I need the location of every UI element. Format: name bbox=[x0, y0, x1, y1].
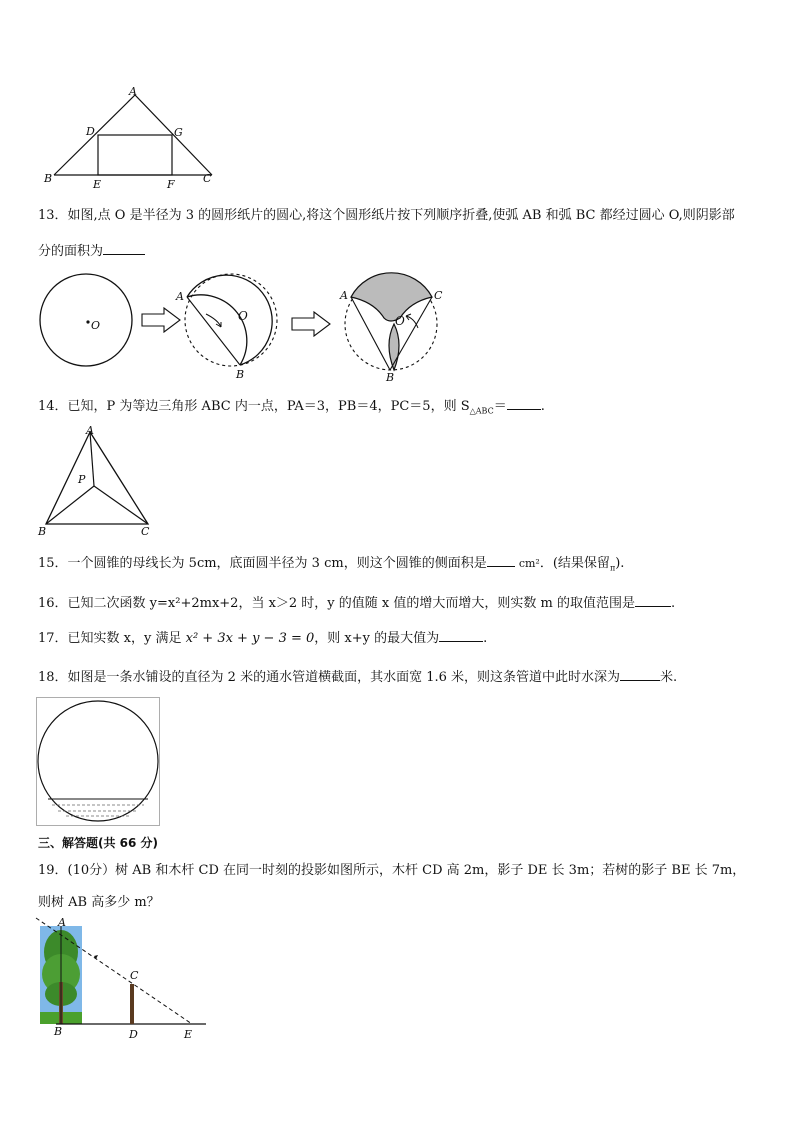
triangle-rectangle-figure bbox=[38, 85, 228, 190]
label-B: B bbox=[44, 172, 53, 185]
label-O-2: O bbox=[238, 309, 248, 323]
question-19-line2: 则树 AB 高多少 m？ bbox=[38, 895, 160, 910]
question-13-line2: 分的面积为 bbox=[38, 241, 145, 261]
question-15: 15．一个圆锥的母线长为 5cm，底面圆半径为 3 cm，则这个圆锥的侧面积是 cm²．(结果保留$_\pi$). bbox=[38, 553, 624, 578]
label-C: C bbox=[130, 969, 139, 982]
label-O-1: O bbox=[91, 319, 101, 332]
label-A-2: A bbox=[176, 290, 184, 303]
question-13-line1: 13．如图,点 O 是半径为 3 的圆形纸片的圆心,将这个圆形纸片按下列顺序折叠,使弧 AB 和弧 BC 都经过圆心 O,则阴影部 bbox=[38, 208, 735, 223]
answer-blank-18[interactable] bbox=[620, 667, 660, 681]
label-D: D bbox=[129, 1028, 138, 1041]
question-17: 17．已知实数 x，y 满足 x² + 3x + y − 3 = 0，则 x+y 的最大值为 . bbox=[38, 628, 487, 648]
answer-blank-17[interactable] bbox=[439, 628, 483, 642]
label-A: A bbox=[58, 916, 66, 929]
label-G: G bbox=[174, 126, 183, 139]
label-P: P bbox=[78, 473, 86, 486]
label-F: F bbox=[167, 178, 175, 190]
label-A: A bbox=[86, 424, 94, 437]
answer-blank-16[interactable] bbox=[635, 593, 671, 607]
question-18: 18．如图是一条水铺设的直径为 2 米的通水管道横截面，其水面宽 1.6 米，则这条管道中此时水深为 米. bbox=[38, 667, 677, 687]
question-16: 16．已知二次函数 y=x²+2mx+2，当 x＞2 时，y 的值随 x 值的增大而增大，则实数 m 的取值范围是 . bbox=[38, 593, 675, 613]
label-C: C bbox=[141, 525, 150, 538]
answer-blank-14[interactable] bbox=[507, 396, 541, 410]
circle-folding-figure bbox=[38, 272, 458, 384]
label-E: E bbox=[184, 1028, 193, 1041]
label-B-2: B bbox=[236, 368, 245, 381]
label-A-3: A bbox=[340, 289, 348, 302]
pipe-cross-section-figure bbox=[36, 697, 161, 827]
question-19-line1: 19．(10分）树 AB 和木杆 CD 在同一时刻的投影如图所示，木杆 CD 高 2m，影子 DE 长 3m；若树的影子 BE 长 7m， bbox=[38, 863, 746, 878]
label-C: C bbox=[203, 172, 212, 185]
answer-blank-15[interactable] bbox=[487, 553, 515, 567]
label-A: A bbox=[129, 85, 137, 98]
answer-blank-13[interactable] bbox=[103, 241, 145, 255]
question-14: 14．已知，P 为等边三角形 ABC 内一点，PA＝3，PB＝4，PC＝5，则 $S_{\triangle ABC}=$ . bbox=[38, 396, 545, 421]
section-heading-3: 三、解答题(共 66 分) bbox=[38, 836, 159, 850]
label-C-3: C bbox=[434, 289, 443, 302]
formula: x² + 3x + y − 3 = 0 bbox=[185, 631, 315, 646]
label-B: B bbox=[54, 1025, 63, 1038]
label-E: E bbox=[93, 178, 102, 190]
label-B: B bbox=[38, 525, 47, 538]
tree-shadow-figure bbox=[34, 912, 214, 1042]
label-D: D bbox=[86, 125, 95, 138]
label-B-3: B bbox=[386, 371, 395, 384]
label-O-3: O bbox=[395, 314, 405, 328]
equilateral-triangle-figure bbox=[36, 424, 161, 539]
